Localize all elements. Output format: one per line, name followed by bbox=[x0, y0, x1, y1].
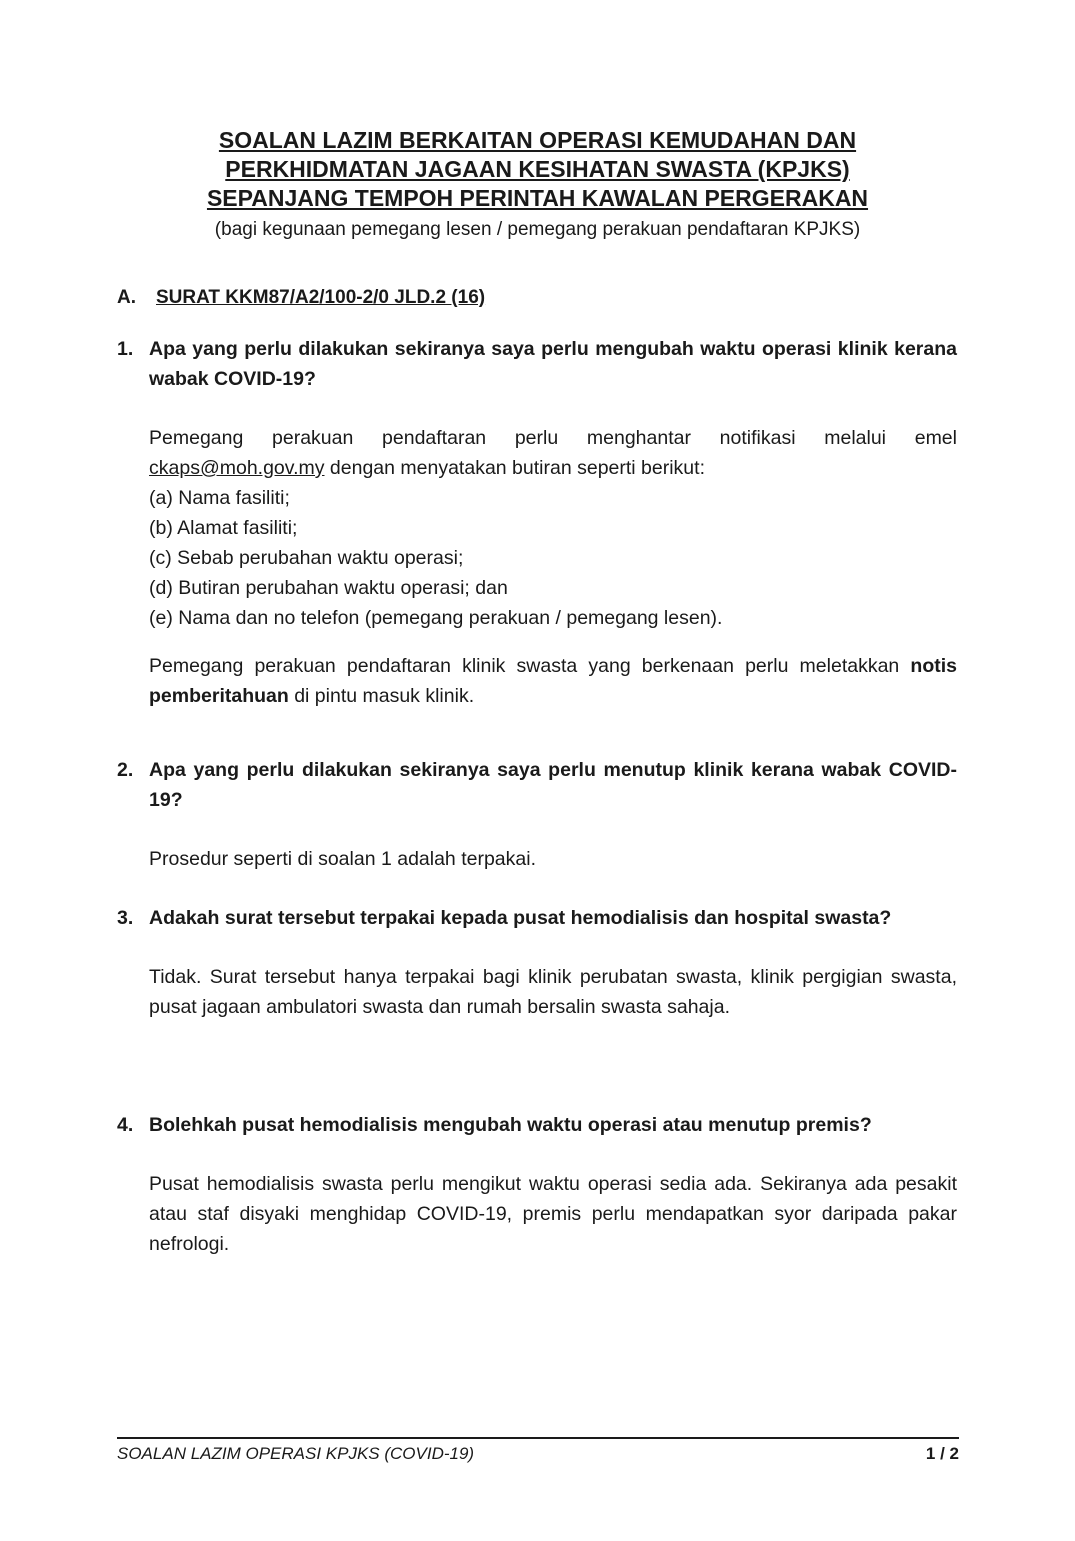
footer-divider bbox=[117, 1437, 959, 1439]
answer-text: Prosedur seperti di soalan 1 adalah terpakai. bbox=[149, 848, 536, 870]
question-number: 4. bbox=[117, 1114, 134, 1136]
question-number: 2. bbox=[117, 759, 134, 781]
answer-text: Tidak. Surat tersebut hanya terpakai bagi klinik perubatan swasta, klinik pergigian swasta, pusat jagaan ambulatori swasta dan rumah bersalin swasta sahaja. bbox=[149, 966, 957, 1018]
answer-1 bbox=[149, 423, 957, 711]
footer-title: SOALAN LAZIM OPERASI KPJKS (COVID-19) bbox=[117, 1444, 475, 1463]
faq-item-3 bbox=[117, 903, 957, 1022]
faq-item-1 bbox=[117, 334, 957, 711]
question-text: Bolehkah pusat hemodialisis mengubah waktu operasi atau menutup premis? bbox=[149, 1114, 872, 1136]
question-3 bbox=[117, 903, 957, 933]
list-item: (c) Sebab perubahan waktu operasi; bbox=[149, 547, 464, 569]
faq-item-2 bbox=[117, 755, 957, 874]
list-item: (b) Alamat fasiliti; bbox=[149, 517, 298, 539]
document-title bbox=[0, 126, 1075, 243]
list-item: (e) Nama dan no telefon (pemegang perakuan / pemegang lesen). bbox=[149, 607, 723, 629]
answer-text: Pusat hemodialisis swasta perlu mengikut waktu operasi sedia ada. Sekiranya ada pesakit atau staf disyaki menghidap COVID-19, premis perlu mendapatkan syor daripada pakar nefrologi. bbox=[149, 1173, 957, 1255]
section-title: SURAT KKM87/A2/100-2/0 JLD.2 (16) bbox=[156, 287, 486, 308]
answer-3 bbox=[149, 962, 957, 1022]
title-line-1: SOALAN LAZIM BERKAITAN OPERASI KEMUDAHAN DAN bbox=[218, 127, 857, 153]
notice-emphasis: notis pemberitahuan bbox=[149, 655, 957, 707]
answer-note: Pemegang perakuan pendaftaran klinik swasta yang berkenaan perlu meletakkan notis pemberitahuan di pintu masuk klinik. bbox=[149, 655, 957, 707]
details-list bbox=[149, 483, 957, 633]
page-number: 1 / 2 bbox=[925, 1444, 959, 1463]
page-footer bbox=[117, 1437, 959, 1465]
answer-4 bbox=[149, 1169, 957, 1259]
faq-item-4 bbox=[117, 1110, 957, 1259]
question-text: Adakah surat tersebut terpakai kepada pusat hemodialisis dan hospital swasta? bbox=[149, 907, 892, 929]
section-heading bbox=[117, 285, 485, 311]
answer-intro: Pemegang perakuan pendaftaran perlu menghantar notifikasi melalui emel ckaps@moh.gov.my dengan menyatakan butiran seperti berikut: bbox=[149, 427, 957, 479]
question-text: Apa yang perlu dilakukan sekiranya saya perlu menutup klinik kerana wabak COVID-19? bbox=[149, 759, 957, 811]
question-number: 3. bbox=[117, 907, 134, 929]
email-link[interactable]: ckaps@moh.gov.my bbox=[149, 457, 325, 479]
question-1 bbox=[117, 334, 957, 394]
answer-2 bbox=[149, 844, 957, 874]
section-letter: A. bbox=[117, 287, 136, 308]
question-text: Apa yang perlu dilakukan sekiranya saya perlu mengubah waktu operasi klinik kerana wabak COVID-19? bbox=[149, 338, 957, 390]
question-2 bbox=[117, 755, 957, 815]
list-item: (a) Nama fasiliti; bbox=[149, 487, 290, 509]
title-line-3: SEPANJANG TEMPOH PERINTAH KAWALAN PERGERAKAN bbox=[206, 185, 869, 211]
document-subtitle: (bagi kegunaan pemegang lesen / pemegang perakuan pendaftaran KPJKS) bbox=[214, 219, 861, 240]
list-item: (d) Butiran perubahan waktu operasi; dan bbox=[149, 577, 508, 599]
question-number: 1. bbox=[117, 338, 134, 360]
question-4 bbox=[117, 1110, 957, 1140]
title-line-2: PERKHIDMATAN JAGAAN KESIHATAN SWASTA (KPJKS) bbox=[225, 156, 850, 182]
